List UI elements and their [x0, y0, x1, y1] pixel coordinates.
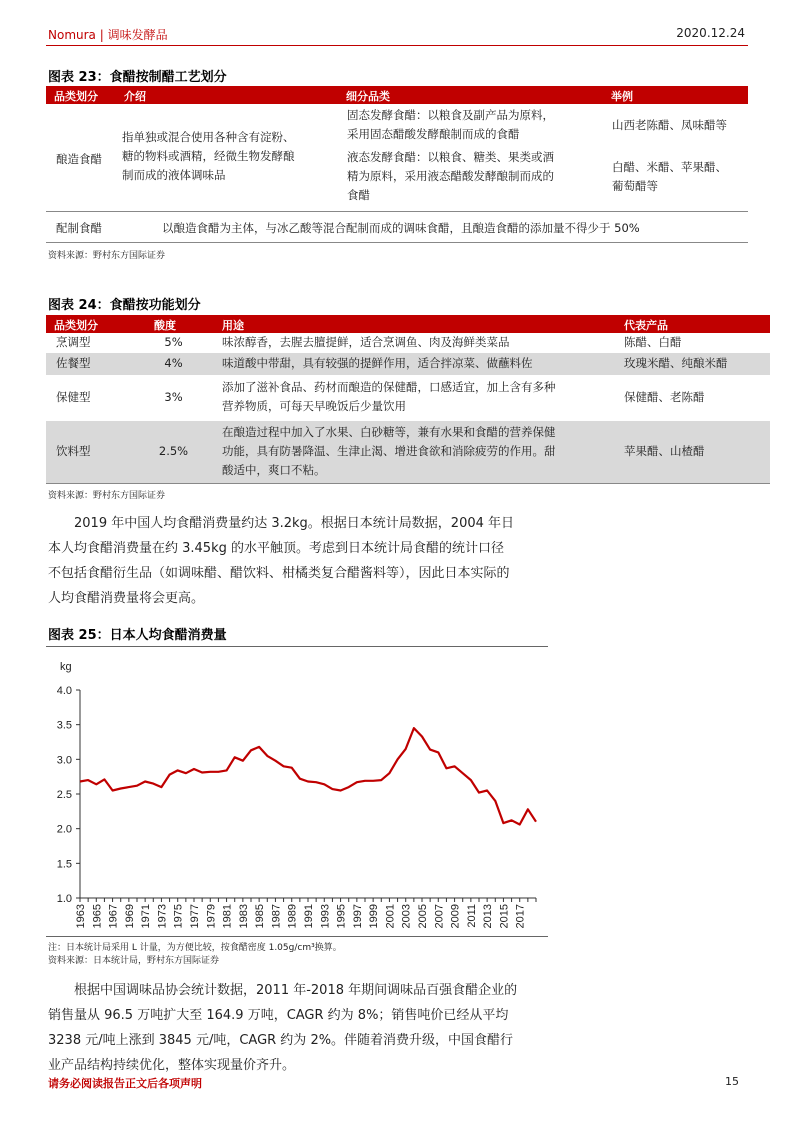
fig24-header-row: [46, 315, 770, 333]
fig24-row: [46, 353, 770, 375]
brand-name: Nomura: [48, 28, 96, 42]
para-line: 本人均食醋消费量在约 3.45kg 的水平触顶。考虑到日本统计局食醋的统计口径: [48, 541, 504, 556]
fig24-acidity: 3%: [164, 390, 183, 404]
y-tick-label: 1.5: [56, 858, 72, 871]
x-tick-label: 2001: [384, 904, 397, 929]
use-line: 在酿造过程中加入了水果、白砂糖等，兼有水果和食醋的营养保健: [222, 425, 556, 439]
x-tick-label: 1979: [205, 904, 218, 929]
fig25-bottom-rule: [46, 936, 548, 937]
x-tick-label: 1997: [351, 904, 364, 929]
fig24-use: 味浓醇香，去腥去膻提鲜，适合烹调鱼、肉及海鲜类菜品: [222, 335, 510, 349]
fig23-row2-category: 配制食醋: [56, 221, 102, 235]
fig24-acidity: 5%: [164, 335, 183, 349]
para-line: 3238 元/吨上涨到 3845 元/吨，CAGR 约为 2%。伴随着消费升级，中国食醋行: [48, 1033, 514, 1048]
fig24-type: 佐餐型: [56, 356, 91, 370]
x-tick-label: 1977: [189, 904, 201, 929]
fig24-title: 图表 24：食醋按功能划分: [48, 298, 201, 313]
fig24-product: 陈醋、白醋: [624, 335, 682, 349]
use-line: 添加了滋补食品、药材而酿造的保健醋，口感适宜，加上含有多种: [222, 380, 556, 394]
intro-line: 糖的物料或酒精，经微生物发酵酿: [122, 149, 295, 163]
x-tick-label: 1969: [123, 904, 136, 929]
sub-line: 精为原料，采用液态醋酸发酵酿制而成的: [347, 169, 554, 183]
footer-disclaimer: 请务必阅读报告正文后各项声明: [48, 1077, 202, 1090]
x-tick-label: 2005: [417, 904, 429, 929]
fig24-source: 资料来源：野村东方国际证券: [48, 491, 166, 501]
fig23-col-subtype: 细分品类: [346, 90, 390, 103]
use-line: 营养物质，可每天早晚饭后少量饮用: [222, 399, 406, 413]
ex-line: 葡萄醋等: [612, 179, 658, 193]
fig23-title: 图表 23：食醋按制醋工艺划分: [48, 70, 227, 85]
header-brand: Nomura | 调味发酵品: [48, 28, 168, 42]
fig23-row-divider: [46, 211, 748, 212]
x-tick-label: 2003: [400, 904, 413, 929]
header-divider: [46, 45, 748, 46]
x-tick-label: 1971: [140, 904, 153, 929]
fig24-use: [222, 423, 556, 480]
report-date: 2020.12.24: [676, 26, 745, 40]
y-tick-label: 4.0: [56, 685, 72, 697]
sub-line: 液态发酵食醋：以粮食、糖类、果类或酒: [347, 150, 554, 164]
fig24-product: 苹果醋、山楂醋: [624, 444, 705, 458]
intro-line: 制而成的液体调味品: [122, 168, 226, 182]
fig23-row1-ex2: [612, 158, 727, 196]
fig24-acidity: 2.5%: [158, 444, 189, 458]
page-number: 15: [725, 1075, 739, 1088]
fig24-row: [46, 375, 770, 421]
y-tick-label: 1.0: [56, 893, 72, 905]
intro-line: 指单独或混合使用各种含有淀粉、: [122, 130, 295, 144]
ex-line: 白醋、米醋、苹果醋、: [612, 160, 727, 174]
x-axis: [75, 898, 536, 928]
fig23-row2-intro: 以酿造食醋为主体，与冰乙酸等混合配制而成的调味食醋，且酿造食醋的添加量不得少于 50%: [162, 221, 640, 235]
fig24-row: [46, 421, 770, 483]
use-line: 酸适中，爽口不粘。: [222, 463, 326, 477]
y-axis: [57, 661, 80, 905]
fig24-type: 保健型: [56, 390, 91, 404]
fig23-col-intro: 介绍: [124, 90, 146, 103]
x-tick-label: 1989: [286, 904, 299, 929]
fig23-source: 资料来源：野村东方国际证券: [48, 251, 166, 261]
x-tick-label: 1981: [221, 904, 234, 929]
para-line: 销售量从 96.5 万吨扩大至 164.9 万吨，CAGR 约为 8%；销售吨价已经从平均: [48, 1008, 509, 1023]
y-tick-label: 3.0: [56, 754, 72, 767]
fig24-acidity: 4%: [164, 356, 183, 370]
x-tick-label: 1965: [91, 904, 104, 929]
fig24-row: [46, 333, 770, 353]
fig23-row1-category: 酿造食醋: [56, 152, 102, 166]
x-tick-label: 1991: [303, 904, 315, 929]
fig24-product: 玫瑰米醋、纯酿米醋: [624, 356, 728, 370]
sub-line: 食醋: [347, 188, 370, 202]
body-paragraph-1: [48, 511, 548, 611]
x-tick-label: 1995: [335, 904, 348, 929]
series-group: [80, 728, 536, 824]
para-line: 根据中国调味品协会统计数据，2011 年-2018 年期间调味品百强食醋企业的: [74, 983, 518, 998]
fig25-title: 图表 25：日本人均食醋消费量: [48, 628, 227, 643]
x-tick-label: 2015: [498, 904, 511, 929]
fig24-type: 饮料型: [56, 444, 91, 458]
x-tick-label: 1987: [270, 904, 283, 929]
para-line: 人均食醋消费量将会更高。: [48, 591, 205, 606]
y-tick-label: 2.5: [56, 789, 72, 801]
fig23-header-row: [46, 86, 748, 104]
report-category: 调味发酵品: [107, 28, 168, 42]
x-tick-label: 1973: [156, 904, 169, 929]
para-line: 不包括食醋衍生品（如调味醋、醋饮料、柑橘类复合醋酱料等），因此日本实际的: [48, 566, 510, 581]
fig25-source: 资料来源：日本统计局，野村东方国际证券: [48, 956, 220, 966]
fig25-note: 注：日本统计局采用 L 计量，为方便比较，按食醋密度 1.05g/cm³换算。: [48, 943, 342, 953]
fig25-top-rule: [46, 646, 548, 647]
fig24-use: 味道酸中带甜，具有较强的提鲜作用，适合拌凉菜、做蘸料佐: [222, 356, 533, 370]
series-line: [80, 728, 536, 824]
fig24-product: 保健醋、老陈醋: [624, 390, 705, 404]
fig23-col-example: 举例: [611, 90, 633, 103]
x-tick-label: 1999: [368, 904, 381, 929]
use-line: 功能，具有防暑降温、生津止渴、增进食欲和消除疲劳的作用。甜: [222, 444, 556, 458]
para-line: 业产品结构持续优化，整体实现量价齐升。: [48, 1058, 296, 1073]
x-tick-label: 2011: [465, 904, 478, 928]
body-paragraph-2: [48, 978, 548, 1078]
fig24-col-product: 代表产品: [624, 319, 668, 332]
fig23-row1-ex1: 山西老陈醋、凤味醋等: [612, 118, 727, 132]
fig23-row1-sub2: [347, 148, 607, 205]
fig24-bottom-rule: [46, 483, 770, 484]
para-line: 2019 年中国人均食醋消费量约达 3.2kg。根据日本统计局数据，2004 年日: [74, 516, 515, 531]
x-tick-label: 2007: [433, 904, 446, 929]
fig24-col-use: 用途: [222, 319, 244, 332]
consumption-line-chart: [46, 648, 548, 936]
sub-line: 固态发酵食醋：以粮食及副产品为原料，: [347, 108, 554, 122]
y-axis-unit-label: kg: [60, 661, 72, 673]
x-tick-label: 1983: [237, 904, 250, 929]
x-tick-label: 1975: [172, 904, 185, 929]
x-tick-label: 2017: [514, 904, 527, 929]
fig24-col-acidity: 酸度: [154, 319, 176, 332]
x-tick-label: 1967: [107, 904, 120, 929]
fig23-col-category: 品类划分: [54, 90, 98, 103]
fig23-row1-sub1: [347, 106, 607, 144]
sub-line: 采用固态醋酸发酵酿制而成的食醋: [347, 127, 520, 141]
fig24-type: 烹调型: [56, 335, 91, 349]
y-tick-label: 3.5: [56, 719, 72, 732]
y-tick-label: 2.0: [56, 823, 72, 836]
fig23-row1-intro: [122, 128, 342, 185]
x-tick-label: 1993: [319, 904, 332, 929]
x-tick-label: 2009: [449, 904, 462, 929]
x-tick-label: 2013: [482, 904, 495, 929]
fig24-use: [222, 378, 556, 416]
x-tick-label: 1985: [254, 904, 267, 929]
x-tick-label: 1963: [75, 904, 87, 929]
fig23-bottom-rule: [46, 242, 748, 243]
fig24-col-type: 品类划分: [54, 319, 98, 332]
